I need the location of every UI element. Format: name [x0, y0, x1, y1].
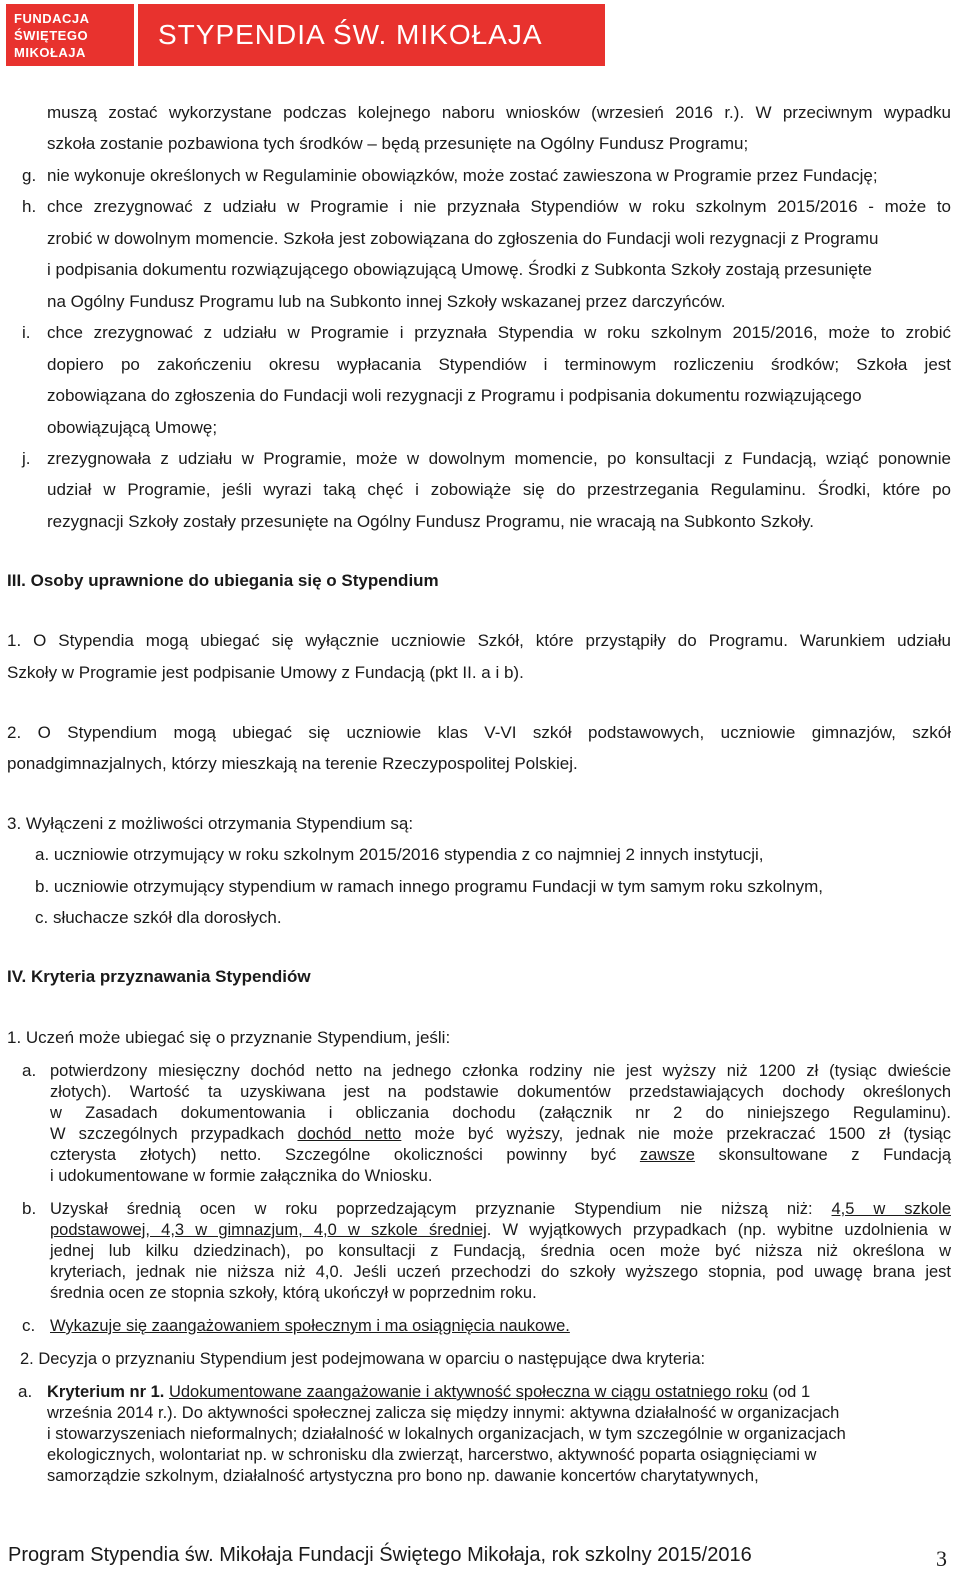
list-marker-i: i.: [22, 323, 31, 342]
exclusion-item-c: c. słuchacze szkół dla dorosłych.: [35, 908, 282, 927]
program-logo-text: STYPENDIA ŚW. MIKOŁAJA: [158, 19, 543, 50]
criterion-a-line: potwierdzony miesięczny dochód netto na jednego członka rodziny nie jest wyższy niż 1200 zł (tysiąc dwieście: [50, 1062, 951, 1080]
item-i-line: dopiero po zakończeniu okresu wypłacania Stypendiów i terminowym rozliczeniu środków; Szkoła jest: [47, 355, 951, 374]
item-i-line: zobowiązana do zgłoszenia do Fundacji woli rezygnacji z Programu i podpisania dokumentu rozwiązującego: [47, 386, 862, 405]
criterion-b-line: [50, 1220, 951, 1241]
criterion-1-line: samorządzie szkolnym, działalność artystyczna pro bono np. dawanie koncertów charytatywnych,: [47, 1467, 759, 1485]
item-f-continuation-line: muszą zostać wykorzystane podczas kolejnego naboru wniosków (wrzesień 2016 r.). W przeciwnym wypadku: [47, 103, 951, 122]
item-i-line: chce zrezygnować z udziału w Programie i przyznała Stypendia w roku szkolnym 2015/2016, może to zrobić: [47, 323, 951, 342]
item-j-line: rezygnacji Szkoły zostały przesunięte na Ogólny Fundusz Programu, nie wracają na Subkonto Szkoły.: [47, 512, 814, 531]
criterion-1-text: (od 1: [767, 1383, 811, 1401]
item-g-text: nie wykonuje określonych w Regulaminie obowiązków, może zostać zawieszona w Programie przez Fundację;: [47, 166, 878, 185]
page-footer: Program Stypendia św. Mikołaja Fundacji Świętego Mikołaja, rok szkolny 2015/2016: [8, 1544, 752, 1566]
criterion-1-line: [47, 1382, 810, 1403]
section4-paragraph-2: 2. Decyzja o przyznaniu Stypendium jest podejmowana w oparciu o następujące dwa kryteria:: [20, 1350, 706, 1368]
criterion-marker-c: c.: [22, 1316, 36, 1335]
section3-paragraph-2-line: 2. O Stypendium mogą ubiegać się uczniowie klas V-VI szkół podstawowych, uczniowie gimnazjów, szkół: [7, 723, 951, 742]
section3-paragraph-3: 3. Wyłączeni z możliwości otrzymania Stypendium są:: [7, 814, 414, 833]
section3-paragraph-2-line: ponadgimnazjalnych, którzy mieszkają na terenie Rzeczypospolitej Polskiej.: [7, 754, 578, 773]
criterion-marker-a: a.: [22, 1061, 37, 1080]
page-number: 3: [936, 1546, 947, 1571]
criterion-b-line: kryteriach, jednak nie niższa niż 4,0. Jeśli uczeń przechodzi do szkoły wyższego stopnia, pod uwagę brana jest: [50, 1263, 951, 1281]
list-marker-h: h.: [22, 197, 37, 216]
item-h-line: na Ogólny Fundusz Programu lub na Subkonto innej Szkoły wskazanej przez darczyńców.: [47, 292, 726, 311]
section-heading-iii: III. Osoby uprawnione do ubiegania się o Stypendium: [7, 571, 439, 590]
exclusion-item-a: a. uczniowie otrzymujący w roku szkolnym 2015/2016 stypendia z co najmniej 2 innych instytucji,: [35, 845, 764, 864]
criterion-a-line: złotych). Wartość ta uzyskiwana jest na podstawie dokumentów przedstawiających dochody określonych: [50, 1083, 951, 1101]
criterion-1-title: Kryterium nr 1.: [47, 1383, 165, 1401]
criterion-b-text: . W wyjątkowych przypadkach (np. wybitne uzdolnienia w: [486, 1221, 951, 1239]
criterion-marker-b: b.: [22, 1199, 37, 1218]
criterion-1-line: i stowarzyszeniach nieformalnych; działalność w lokalnych organizacjach, w tym szczególnie w organizacjach: [47, 1425, 846, 1443]
foundation-logo: [6, 4, 134, 66]
section3-paragraph-1-line: 1. O Stypendia mogą ubiegać się wyłącznie uczniowie Szkół, które przystąpiły do Programu. Warunkiem udziału: [7, 631, 951, 650]
criterion-b-line: jednej lub kilku dziedzinach), po konsultacji z Fundacją, średnia ocen może być niższa niż określona w: [50, 1242, 951, 1260]
item-h-line: chce zrezygnować z udziału w Programie i nie przyznała Stypendiów w roku szkolnym 2015/2016 - może to: [47, 197, 951, 216]
section3-paragraph-1-line: Szkoły w Programie jest podpisanie Umowy z Fundacją (pkt II. a i b).: [7, 663, 524, 682]
criterion-a-line: w Zasadach dokumentowania i obliczania dochodu (załącznik nr 2 do niniejszego Regulaminu).: [50, 1104, 951, 1122]
item-f-continuation-line: szkoła zostanie pozbawiona tych środków – będą przesunięte na Ogólny Fundusz Programu;: [47, 134, 749, 153]
section4-paragraph-1: 1. Uczeń może ubiegać się o przyznanie Stypendium, jeśli:: [7, 1028, 451, 1047]
always-underlined: zawsze: [639, 1146, 695, 1164]
criterion-1-underlined: Udokumentowane zaangażowanie i aktywność społeczna w ciągu ostatniego roku: [168, 1383, 768, 1401]
logo-line-1: FUNDACJA: [14, 10, 90, 26]
net-income-underlined: dochód netto: [297, 1125, 402, 1143]
grade-thresholds-underlined: 4,5 w szkole: [831, 1200, 951, 1218]
criterion-1-line: ekologicznych, wolontariat np. w schronisku dla zwierząt, harcerstwo, aktywność poparta osiągnięciami w: [47, 1446, 817, 1464]
criterion-a-line: [50, 1124, 951, 1145]
criterion-a-text: czterysta złotych) netto. Szczególne okoliczności powinny być: [50, 1146, 640, 1164]
program-logo-banner: [138, 4, 605, 66]
section-heading-iv: IV. Kryteria przyznawania Stypendiów: [7, 967, 311, 986]
criterion-c-text: Wykazuje się zaangażowaniem społecznym i ma osiągnięcia naukowe.: [50, 1317, 570, 1335]
criterion-a-text: W szczególnych przypadkach: [50, 1125, 298, 1143]
criterion-b-line: średnia ocen ze stopnia szkoły, którą ukończył w poprzednim roku.: [50, 1284, 537, 1302]
grade-thresholds-underlined: podstawowej, 4,3 w gimnazjum, 4,0 w szkole średniej: [50, 1221, 487, 1239]
item-h-line: i podpisania dokumentu rozwiązującego obowiązującą Umowę. Środki z Subkonta Szkoły zostają przesunięte: [47, 260, 872, 279]
exclusion-item-b: b. uczniowie otrzymujący stypendium w ramach innego programu Fundacji w tym samym roku szkolnym,: [35, 877, 823, 896]
logo-line-3: MIKOŁAJA: [14, 44, 86, 60]
item-j-line: zrezygnowała z udziału w Programie, może w dowolnym momencie, po konsultacji z Fundacją, wziąć ponownie: [47, 449, 951, 468]
item-j-line: udział w Programie, jeśli wyrazi taką chęć i zobowiąże się do przestrzegania Regulaminu. Środki, które po: [47, 480, 951, 499]
criterion-a-text: może być wyższy, jednak nie może przekraczać 1500 zł (tysiąc: [401, 1125, 951, 1143]
item-h-line: zrobić w dowolnym momencie. Szkoła jest zobowiązana do zgłoszenia do Fundacji woli rezygnacji z Programu: [47, 229, 879, 248]
criterion-1-marker: a.: [18, 1382, 33, 1401]
criterion-a-line: [50, 1145, 951, 1166]
criterion-1-line: września 2014 r.). Do aktywności społecznej zalicza się między innymi: aktywna działalność w organizacjach: [47, 1404, 840, 1422]
logo-line-2: ŚWIĘTEGO: [14, 27, 89, 43]
list-marker-j: j.: [22, 449, 31, 468]
criterion-b-text: Uzyskał średnią ocen w roku poprzedzającym przyznanie Stypendium nie niższą niż:: [50, 1200, 832, 1218]
list-marker-g: g.: [22, 166, 37, 185]
criterion-b-line: [50, 1199, 951, 1220]
criterion-a-line: i udokumentowane w formie załącznika do Wniosku.: [50, 1167, 433, 1185]
criterion-a-text: skonsultowane z Fundacją: [694, 1146, 952, 1164]
item-i-line: obowiązującą Umowę;: [47, 418, 218, 437]
